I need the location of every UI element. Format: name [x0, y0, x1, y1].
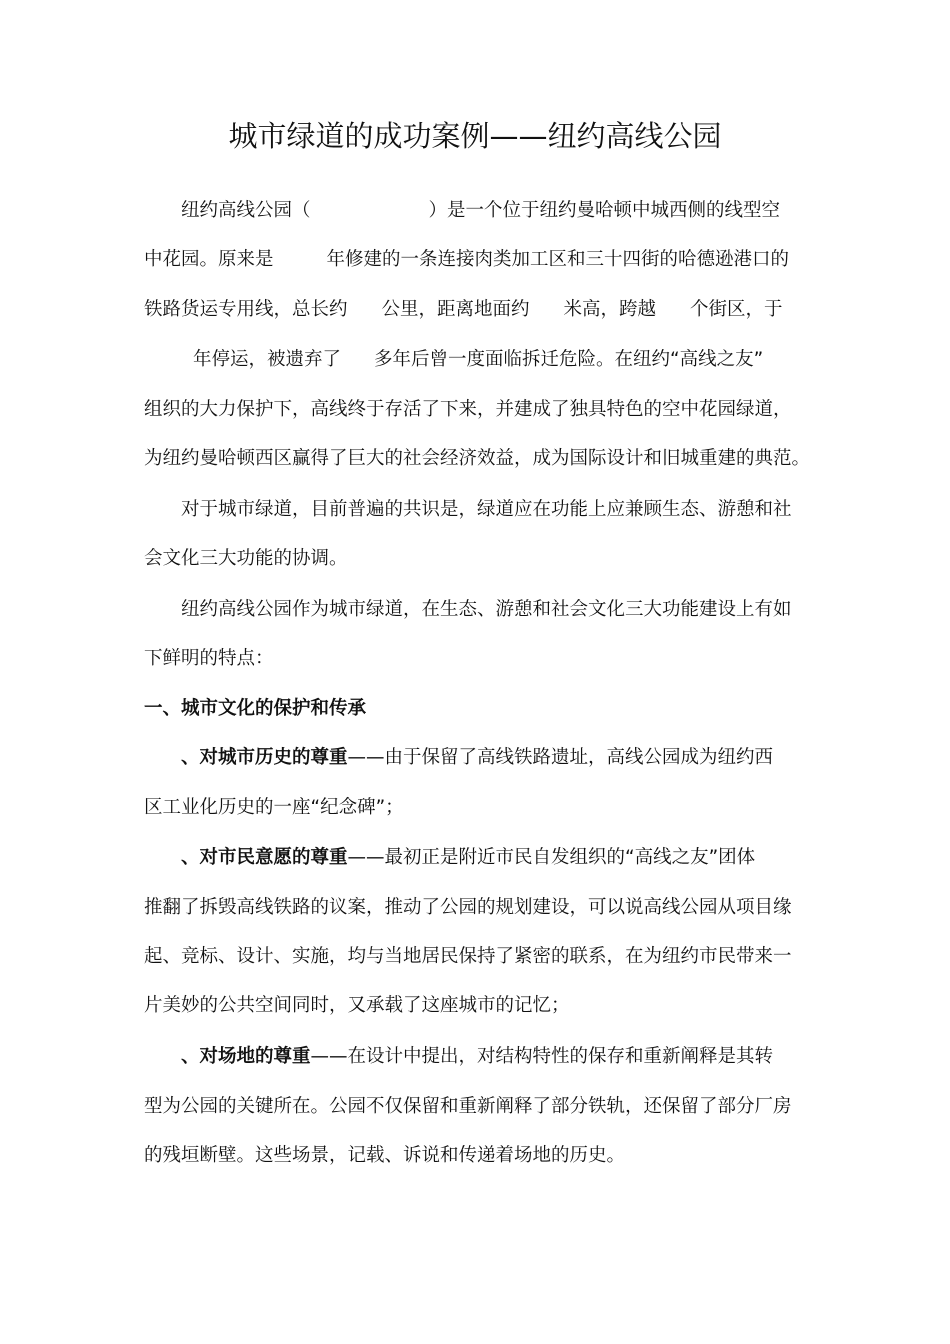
item2-bold-title: 、对市民意愿的尊重 [181, 847, 348, 868]
para1-text: 公里，距离地面约 [381, 299, 530, 320]
para1-text: 纽约高线公园（ [181, 200, 311, 221]
para2-line1: 对于城市绿道，目前普遍的共识是，绿道应在功能上应兼顾生态、游憩和社 [181, 499, 792, 520]
section1-heading: 一、城市文化的保护和传承 [144, 698, 367, 719]
para3-line1: 纽约高线公园作为城市绿道，在生态、游憩和社会文化三大功能建设上有如 [181, 599, 792, 620]
item2-text: ——最初正是附近市民自发组织的“高线之友”团体 [347, 847, 756, 868]
item2-line3: 起、竞标、设计、实施，均与当地居民保持了紧密的联系，在为纽约市民带来一 [144, 946, 792, 967]
para2-line2: 会文化三大功能的协调。 [144, 548, 348, 569]
item2-line4: 片美妙的公共空间同时，又承载了这座城市的记忆； [144, 995, 570, 1016]
para1-line5: 组织的大力保护下，高线终于存活了下来，并建成了独具特色的空中花园绿道， [144, 399, 792, 420]
para1-text: ）是一个位于纽约曼哈顿中城西侧的线型空 [428, 200, 781, 221]
para1-line6: 为纽约曼哈顿西区赢得了巨大的社会经济效益，成为国际设计和旧城重建的典范。 [144, 448, 811, 469]
para1-line2 [144, 245, 834, 275]
item3-line3: 的残垣断壁。这些场景，记载、诉说和传递着场地的历史。 [144, 1145, 626, 1166]
para1-text: 多年后曾一度面临拆迁危险。在纽约“高线之友” [374, 349, 764, 370]
para1-text: 铁路货运专用线，总长约 [144, 299, 348, 320]
para1-text: 米高，跨越 [563, 299, 657, 320]
item3-text: ——在设计中提出，对结构特性的保存和重新阐释是其转 [310, 1046, 774, 1067]
para1-text: 年停运，被遗弃了 [193, 349, 342, 370]
item3-bold-title: 、对场地的尊重 [181, 1046, 311, 1067]
item1-line2: 区工业化历史的一座“纪念碑”； [144, 797, 404, 818]
item1-text: ——由于保留了高线铁路遗址，高线公园成为纽约西 [347, 747, 774, 768]
item2-line2: 推翻了拆毁高线铁路的议案，推动了公园的规划建设，可以说高线公园从项目缘 [144, 897, 792, 918]
para1-text: 个街区，于 [690, 299, 783, 320]
para1-line3 [144, 295, 834, 325]
document-title: 城市绿道的成功案例——纽约高线公园 [228, 119, 722, 153]
item1-line1 [144, 743, 834, 773]
para1-line1 [144, 196, 834, 226]
item1-bold-title: 、对城市历史的尊重 [181, 747, 348, 768]
para1-line4 [144, 345, 834, 375]
item3-line1 [144, 1042, 834, 1072]
item2-line1 [144, 843, 834, 873]
item3-line2: 型为公园的关键所在。公园不仅保留和重新阐释了部分铁轨，还保留了部分厂房 [144, 1096, 792, 1117]
para3-line2: 下鲜明的特点： [144, 648, 274, 669]
para1-text: 年修建的一条连接肉类加工区和三十四街的哈德逊港口的 [326, 249, 790, 270]
para1-text: 中花园。原来是 [144, 249, 274, 270]
